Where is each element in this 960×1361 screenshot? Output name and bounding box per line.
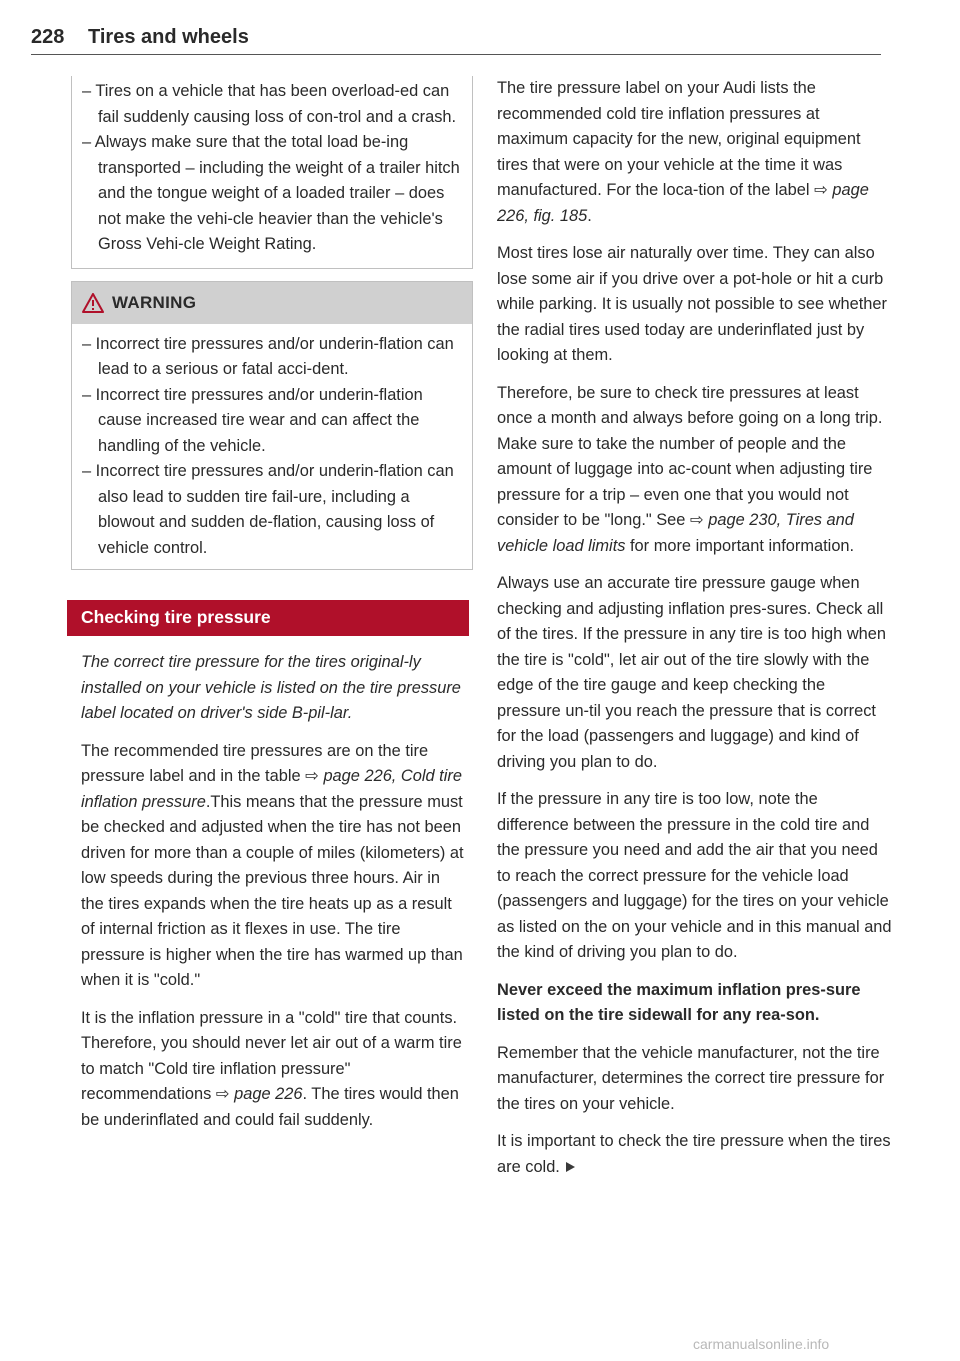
section-heading: Checking tire pressure: [67, 600, 469, 636]
paragraph: Remember that the vehicle manufacturer, not the tire manufacturer, determines the correct tire pressure for the tires on your vehicle.: [497, 1043, 885, 1113]
page-reference-link[interactable]: ⇨ page 230, Tires and vehicle load limits: [497, 511, 854, 555]
paragraph: If the pressure in any tire is too low, note the difference between the pressure in the cold tire and the pressure you need and add the air that you need to reach the correct pressure for the vehicle load (passengers and luggage) for the tires on your vehicle as listed on the on your vehicle and in this manual and the kind of driving you plan to do.: [497, 790, 892, 961]
list-item: – Incorrect tire pressures and/or underin-flation cause increased tire wear and can affect the handling of the vehicle.: [82, 385, 423, 455]
paragraph: Therefore, be sure to check tire pressures at least once a month and always before going on a long trip. Make sure to take the number of people and the amount of luggage into ac-count when adjusting tire pressure for a trip – even one that you would not consider to be "long." See ⇨ page 230, Tires and vehicle load limits for more important information.: [497, 383, 883, 555]
page-number: 228: [31, 26, 65, 48]
bold-warning-paragraph: Never exceed the maximum inflation pres-sure listed on the tire sidewall for any rea-son.: [497, 980, 861, 1024]
warning-body: [72, 324, 472, 570]
page-reference-link[interactable]: ⇨ page 226, fig. 185: [497, 181, 869, 225]
warning-triangle-icon: [82, 293, 104, 313]
continued-note-box: [71, 76, 473, 269]
paragraph: Most tires lose air naturally over time. They can also lose some air if you drive over a pot-hole or hit a curb while parking. It is usually not possible to see whether the radial tires used today are underinflated just by looking at them.: [497, 244, 887, 364]
page-reference-link[interactable]: ⇨ page 226: [215, 1085, 303, 1103]
chapter-title: Tires and wheels: [88, 26, 249, 48]
watermark: carmanualsonline.info: [693, 1336, 830, 1352]
left-column: [81, 76, 466, 1145]
list-item: – Always make sure that the total load be-ing transported – including the weight of a trailer hitch and the tongue weight of a loaded trailer – does not make the vehi-cle heavier than the vehicle's Gross Vehi-cle Weight Rating.: [82, 133, 460, 253]
paragraph: It is important to check the tire pressure when the tires are cold.: [497, 1132, 891, 1176]
page-reference-link[interactable]: ⇨ page 226, Cold tire inflation pressure: [81, 767, 462, 811]
page-header: [31, 18, 881, 55]
warning-box: [71, 281, 473, 571]
list-item: – Incorrect tire pressures and/or underin-flation can also lead to sudden tire fail-ure, including a blowout and sudden de-flation, causing loss of vehicle control.: [82, 462, 454, 557]
list-item: – Incorrect tire pressures and/or underin-flation can lead to a serious or fatal acci-dent.: [82, 334, 454, 378]
warning-header: [72, 282, 472, 324]
note-list: [82, 79, 462, 258]
paragraph: Always use an accurate tire pressure gauge when checking and adjusting inflation pres-sures. Check all of the tires. If the pressure in any tire is too high when the tire is "cold", let air out of the tire slowly with the edge of the tire gauge and keep checking the pressure un-til you reach the pressure that is correct for the load (passengers and luggage) and kind of driving you plan to do.: [497, 574, 887, 771]
section-intro: The correct tire pressure for the tires original-ly installed on your vehicle is listed on the tire pressure label located on driver's side B-pil-lar.: [81, 653, 461, 722]
continue-arrow-icon: [566, 1162, 575, 1172]
paragraph: The recommended tire pressures are on the tire pressure label and in the table ⇨ page 226, Cold tire inflation pressure.This means that the pressure must be checked and adjusted when the tire has not been driven for more than a couple of miles (kilometers) at low speeds during the previous three hours. Air in the tires expands when the tire heats up as a result of internal friction as it flexes in use. The tire pressure is higher when the tire has warmed up than when it is "cold.": [81, 741, 464, 989]
right-column: [497, 76, 892, 1192]
list-item: – Tires on a vehicle that has been overload-ed can fail suddenly causing loss of con-trol and a crash.: [82, 82, 457, 126]
warning-title: WARNING: [112, 292, 197, 312]
warning-list: [82, 332, 462, 562]
paragraph: It is the inflation pressure in a "cold" tire that counts. Therefore, you should never let air out of a warm tire to match "Cold tire inflation pressure" recommendations ⇨ page 226. The tires would then be underinflated and could fail suddenly.: [81, 1008, 462, 1129]
paragraph: The tire pressure label on your Audi lists the recommended cold tire inflation pressures at maximum capacity for the new, original equipment tires that were on your vehicle at the time it was manufactured. For the loca-tion of the label ⇨ page 226, fig. 185.: [497, 79, 869, 225]
